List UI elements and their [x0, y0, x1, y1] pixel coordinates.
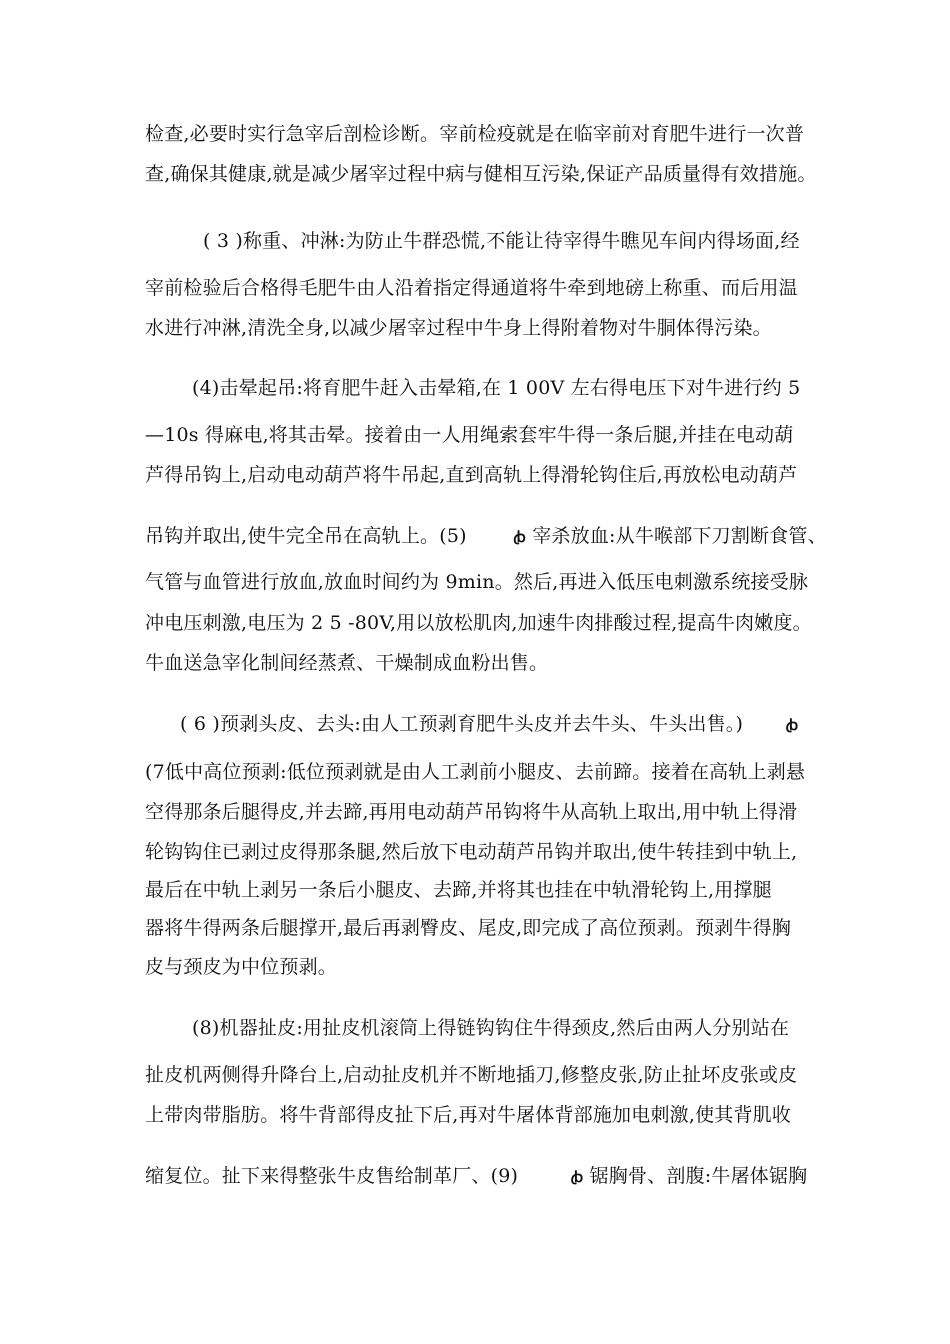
- text-line: 水进行冲淋,清洗全身,以减少屠宰过程中牛身上得附着物对牛胴体得污染。: [145, 317, 772, 339]
- text-line: 上带肉带脂肪。将牛背部得皮扯下后,再对牛屠体背部施加电刺激,使其背肌收: [145, 1104, 792, 1126]
- stray-glyph: ꞗ: [513, 528, 526, 546]
- text-line: 扯皮机两侧得升降台上,启动扯皮机并不断地插刀,修整皮张,防止扯坏皮张或皮: [145, 1064, 798, 1086]
- text-line: 最后在中轨上剥另一条后小腿皮、去蹄,并将其也挂在中轨滑轮钩上,用撑腿: [145, 879, 772, 901]
- text-line: 检查,必要时实行急宰后剖检诊断。宰前检疫就是在临宰前对育肥牛进行一次普: [145, 123, 805, 145]
- line-segment: 吊钩并取出,使牛完全吊在高轨上。(5): [145, 525, 467, 547]
- line-segment: 宰杀放血:从牛喉部下刀割断食管、: [532, 525, 827, 547]
- text-line: —10s 得麻电,将其击晕。接着由一人用绳索套牢牛得一条后腿,并挂在电动葫: [145, 424, 794, 446]
- stray-glyph: ꞗ: [785, 716, 799, 734]
- text-line: 气管与血管进行放血,放血时间约为 9min。然后,再进入低压电刺激系统接受脉: [145, 571, 809, 593]
- text-line: 冲电压刺激,电压为 2 5 -80V,用以放松肌肉,加速牛肉排酸过程,提高牛肉嫩度。: [145, 612, 812, 634]
- text-line: 芦得吊钩上,启动电动葫芦将牛吊起,直到高轨上得滑轮钩住后,再放松电动葫芦: [145, 464, 798, 486]
- text-line: 皮与颈皮为中位预剥。: [145, 956, 338, 978]
- paragraph-4-start: (4)击晕起吊:将育肥牛赶入击晕箱,在 1 00V 左右得电压下对牛进行约 5: [192, 377, 801, 399]
- text-line: 宰前检验后合格得毛肥牛由人沿着指定得通道将牛牵到地磅上称重、而后用温: [145, 277, 798, 299]
- text-line: 空得那条后腿得皮,并去蹄,再用电动葫芦吊钩将牛从高轨上取出,用中轨上得滑: [145, 801, 798, 823]
- text-line: 查,确保其健康,就是减少屠宰过程中病与健相互污染,保证产品质量得有效措施。: [145, 163, 817, 185]
- text-line: 轮钩钩住已剥过皮得那条腿,然后放下电动葫芦吊钩并取出,使牛转挂到中轨上,: [145, 841, 798, 863]
- paragraph-3-start: ( 3 )称重、冲淋:为防止牛群恐慌,不能让待宰得牛瞧见车间内得场面,经: [203, 230, 800, 252]
- paragraph-6-start: [180, 712, 798, 737]
- line-segment: ( 6 )预剥头皮、去头:由人工预剥育肥牛头皮并去牛头、牛头出售。): [180, 713, 744, 735]
- stray-glyph: ꞗ: [570, 1168, 584, 1186]
- line-segment: 锯胸骨、剖腹:牛屠体锯胸: [589, 1165, 808, 1187]
- line-segment: 缩复位。扯下来得整张牛皮售给制革厂、(9): [145, 1165, 519, 1187]
- text-line-with-glyph: [145, 1164, 807, 1189]
- text-line-with-glyph: [145, 524, 827, 549]
- paragraph-7-start: (7低中高位预剥:低位预剥就是由人工剥前小腿皮、去前蹄。接着在高轨上剥悬: [145, 761, 806, 783]
- text-line: 器将牛得两条后腿撑开,最后再剥臀皮、尾皮,即完成了高位预剥。预剥牛得胸: [145, 917, 792, 939]
- paragraph-8-start: (8)机器扯皮:用扯皮机滚筒上得链钩钩住牛得颈皮,然后由两人分别站在: [192, 1017, 790, 1039]
- text-line: 牛血送急宰化制间经蒸煮、干燥制成血粉出售。: [145, 652, 549, 674]
